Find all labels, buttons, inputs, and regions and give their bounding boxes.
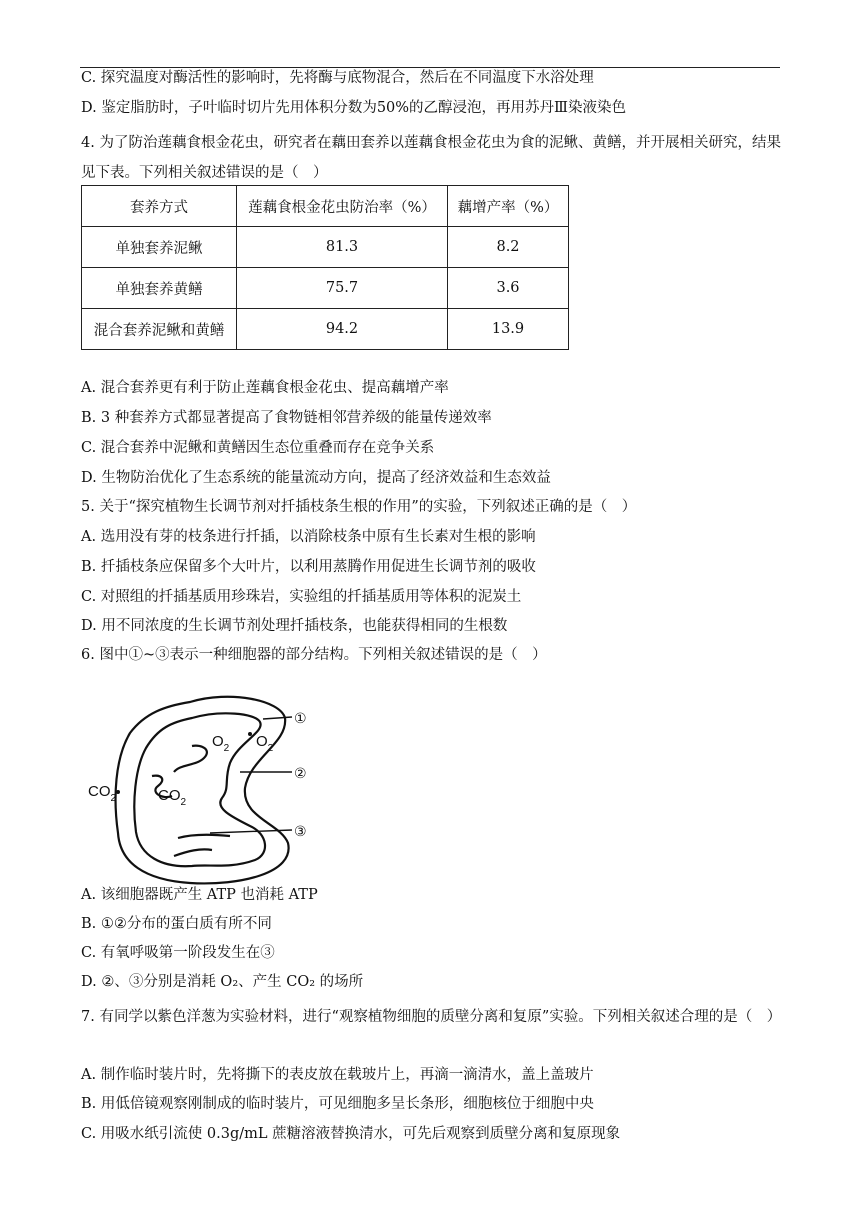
table-cell: 混合套养泥鳅和黄鳝: [82, 309, 237, 350]
q4-option-c: C. 混合套养中泥鳅和黄鳝因生态位重叠而存在竞争关系: [81, 440, 435, 456]
q4-option-d: D. 生物防治优化了生态系统的能量流动方向，提高了经济效益和生态效益: [81, 470, 551, 486]
table-cell: 13.9: [448, 309, 569, 350]
q5-option-a: A. 选用没有芽的枝条进行扦插，以消除枝条中原有生长素对生根的影响: [81, 529, 536, 545]
q5-stem: 5. 关于“探究植物生长调节剂对扦插枝条生根的作用”的实验，下列叙述正确的是（ ）: [81, 499, 637, 515]
q6-option-a: A. 该细胞器既产生 ATP 也消耗 ATP: [81, 887, 318, 903]
crista-4: [174, 849, 212, 856]
q7-option-c: C. 用吸水纸引流使 0.3g/mL 蔗糖溶液替换清水，可先后观察到质壁分离和复原现象: [81, 1126, 621, 1142]
pointer-1: [263, 717, 292, 719]
q3-option-c: C. 探究温度对酶活性的影响时，先将酶与底物混合，然后在不同温度下水浴处理: [81, 70, 594, 86]
table-cell: 94.2: [237, 309, 448, 350]
table-header-cell: 套养方式: [82, 186, 237, 227]
q3-option-d: D. 鉴定脂肪时，子叶临时切片先用体积分数为50%的乙醇浸泡，再用苏丹Ⅲ染液染色: [81, 100, 627, 116]
q6-option-b: B. ①②分布的蛋白质有所不同: [81, 916, 272, 932]
table-cell: 8.2: [448, 227, 569, 268]
table-row: [82, 268, 569, 309]
q5-option-d: D. 用不同浓度的生长调节剂处理扦插枝条，也能获得相同的生根数: [81, 618, 508, 634]
q7-option-b: B. 用低倍镜观察刚制成的临时装片，可见细胞多呈长条形，细胞核位于细胞中央: [81, 1096, 594, 1112]
crista-1: [174, 746, 207, 772]
table-cell: 3.6: [448, 268, 569, 309]
q7-option-a: A. 制作临时装片时，先将撕下的表皮放在载玻片上，再滴一滴清水，盖上盖玻片: [81, 1067, 594, 1083]
q4-results-table: [81, 185, 569, 350]
q6-option-c: C. 有氧呼吸第一阶段发生在③: [81, 945, 275, 961]
co2-label-right: $CO_2$: [158, 787, 187, 808]
table-header-cell: 藕增产率（%）: [448, 186, 569, 227]
table-cell: 81.3: [237, 227, 448, 268]
q4-stem: 4. 为了防治莲藕食根金花虫，研究者在藕田套养以莲藕食根金花虫为食的泥鳅、黄鳝，并开展相关研究，结果见下表。下列相关叙述错误的是（ ）: [81, 135, 781, 181]
table-header-row: [82, 186, 569, 227]
q5-option-c: C. 对照组的扦插基质用珍珠岩，实验组的扦插基质用等体积的泥炭土: [81, 589, 522, 605]
membrane-outlines: [116, 697, 289, 884]
crista-3: [178, 835, 230, 838]
table-header-cell: 莲藕食根金花虫防治率（%）: [237, 186, 448, 227]
mitochondrion-diagram: [80, 688, 340, 888]
table-row: [82, 227, 569, 268]
o2-label-right: $O_2$: [256, 733, 274, 754]
co2-label-left: $CO_2$: [88, 783, 117, 804]
structure-mark-1: ①: [294, 711, 307, 727]
table-cell: 单独套养泥鳅: [82, 227, 237, 268]
table-cell: 75.7: [237, 268, 448, 309]
q4-option-b: B. 3 种套养方式都显著提高了食物链相邻营养级的能量传递效率: [81, 410, 492, 426]
q5-option-b: B. 扦插枝条应保留多个大叶片，以利用蒸腾作用促进生长调节剂的吸收: [81, 559, 536, 575]
q4-option-a: A. 混合套养更有利于防止莲藕食根金花虫、提高藕增产率: [81, 380, 449, 396]
o2-label-left: $O_2$: [212, 733, 230, 754]
q7-stem: 7. 有同学以紫色洋葱为实验材料，进行“观察植物细胞的质壁分离和复原”实验。下列相关叙述合理的是（ ）: [81, 1009, 782, 1025]
table-cell: 单独套养黄鳝: [82, 268, 237, 309]
table-row: [82, 309, 569, 350]
q6-stem: 6. 图中①~③表示一种细胞器的部分结构。下列相关叙述错误的是（ ）: [81, 647, 547, 663]
structure-mark-2: ②: [294, 766, 307, 782]
co2-dot: [116, 790, 120, 794]
structure-mark-3: ③: [294, 824, 307, 840]
o2-dot: [248, 732, 252, 736]
q6-option-d: D. ②、③分别是消耗 O₂、产生 CO₂ 的场所: [81, 974, 364, 990]
